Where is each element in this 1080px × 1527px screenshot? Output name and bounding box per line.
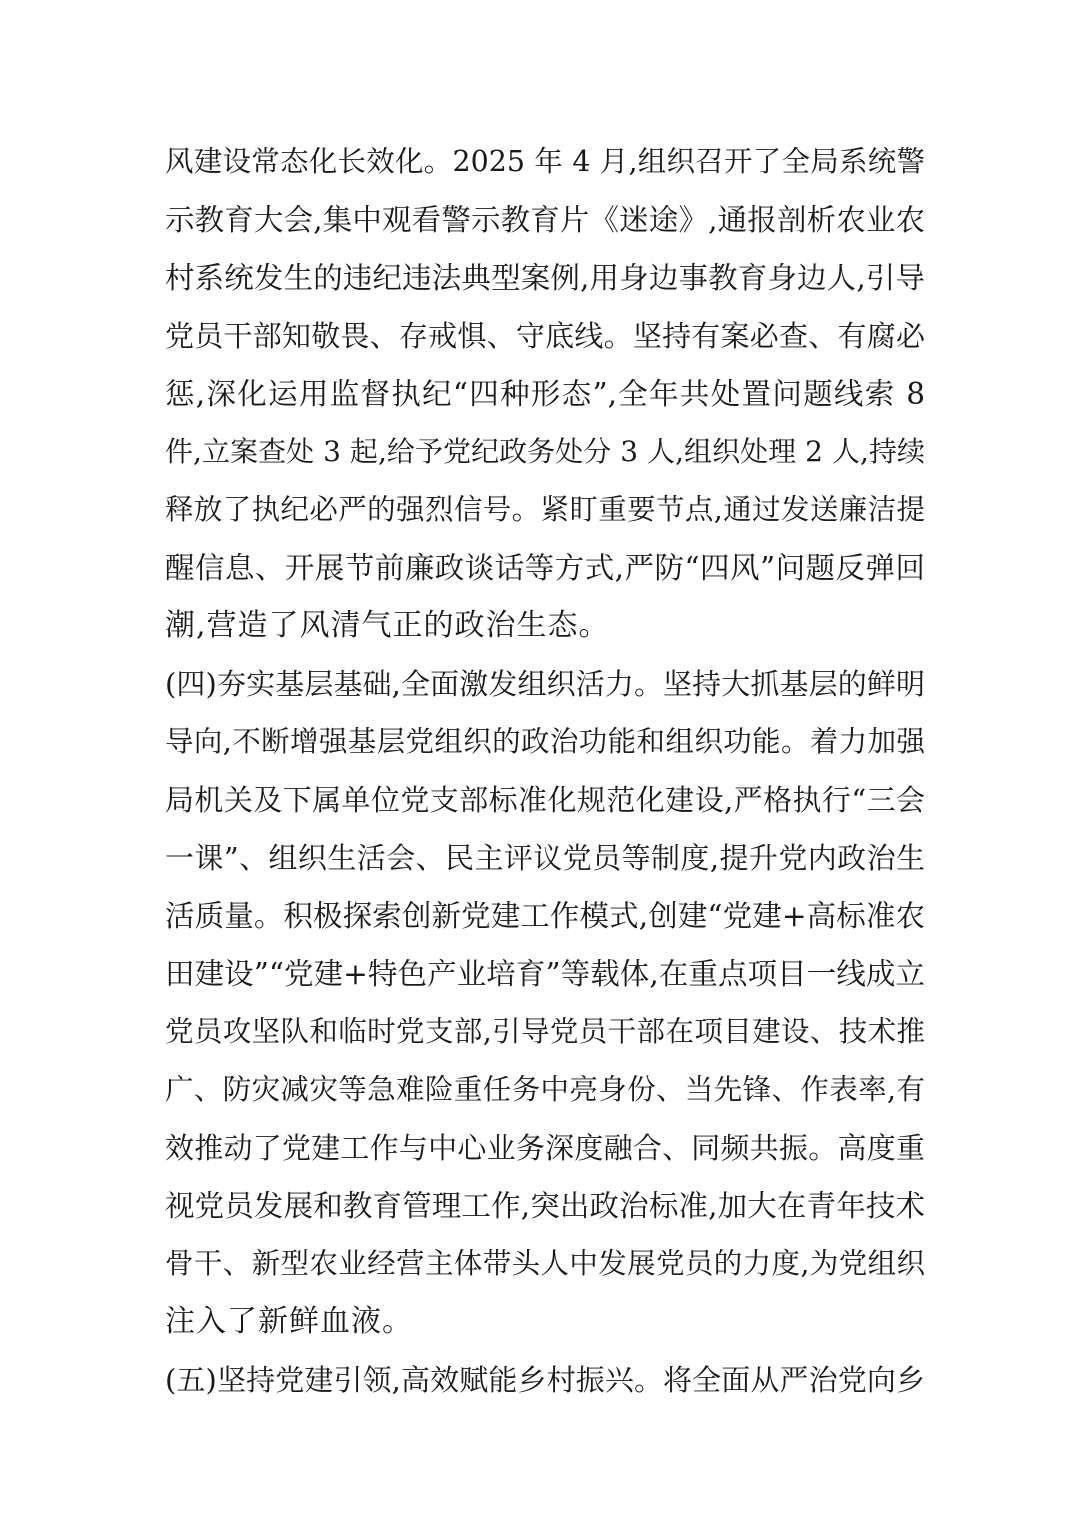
text-line: 党员攻坚队和临时党支部,引导党员干部在项目建设、技术推: [165, 1015, 925, 1048]
text-line: 村系统发生的违纪违法典型案例,用身边事教育身边人,引导: [165, 261, 925, 295]
text-line: 示教育大会,集中观看警示教育片《迷途》,通报剖析农业农: [165, 203, 925, 237]
document-body: [165, 133, 925, 1409]
text-line: (四)夯实基层基础,全面激发组织活力。坚持大抓基层的鲜明: [165, 667, 925, 701]
text-line: 广、防灾减灾等急难险重任务中亮身份、当先锋、作表率,有: [165, 1073, 925, 1106]
text-line: 件,立案查处 3 起,给予党纪政务处分 3 人,组织处理 2 人,持续: [165, 435, 925, 468]
text-line: 惩,深化运用监督执纪“四种形态”,全年共处置问题线索 8: [165, 377, 925, 411]
text-line: 局机关及下属单位党支部标准化规范化建设,严格执行“三会: [165, 783, 925, 817]
text-line: (五)坚持党建引领,高效赋能乡村振兴。将全面从严治党向乡: [165, 1363, 925, 1397]
text-line: 潮,营造了风清气正的政治生态。: [165, 608, 610, 643]
text-line: 一课”、组织生活会、民主评议党员等制度,提升党内政治生: [165, 841, 925, 875]
text-line: 骨干、新型农业经营主体带头人中发展党员的力度,为党组织: [165, 1247, 925, 1280]
text-line: 风建设常态化长效化。2025 年 4 月,组织召开了全局系统警: [165, 145, 925, 178]
text-line: 活质量。积极探索创新党建工作模式,创建“党建+高标准农: [165, 899, 925, 933]
text-line: 释放了执纪必严的强烈信号。紧盯重要节点,通过发送廉洁提: [165, 493, 925, 526]
text-line: 视党员发展和教育管理工作,突出政治标准,加大在青年技术: [165, 1189, 925, 1223]
text-line: 党员干部知敬畏、存戒惧、守底线。坚持有案必查、有腐必: [165, 319, 925, 353]
text-line: 醒信息、开展节前廉政谈话等方式,严防“四风”问题反弹回: [165, 551, 925, 585]
text-line: 效推动了党建工作与中心业务深度融合、同频共振。高度重: [165, 1131, 925, 1165]
text-line: 导向,不断增强基层党组织的政治功能和组织功能。着力加强: [165, 725, 925, 758]
text-line: 田建设”“党建+特色产业培育”等载体,在重点项目一线成立: [165, 957, 925, 991]
text-line: 注入了新鲜血液。: [165, 1304, 413, 1339]
